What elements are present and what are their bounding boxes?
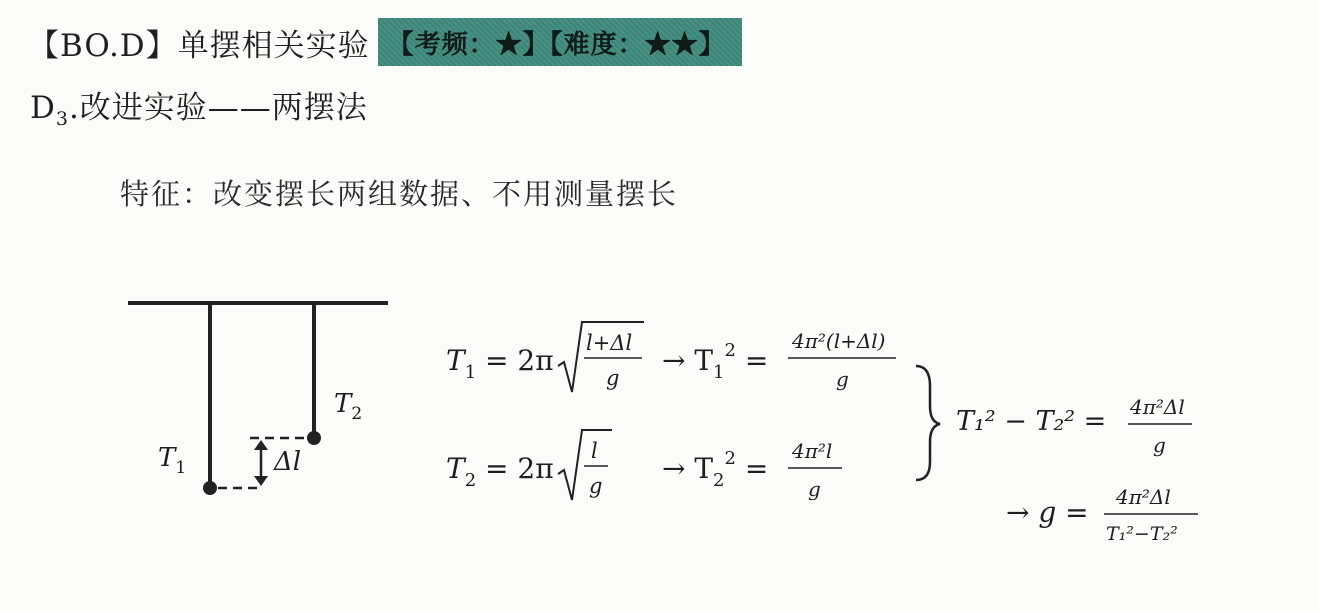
formula-2-sqrt-num: l [591, 439, 598, 463]
delta-l-label: Δl [274, 447, 302, 477]
badge-text: 【考频：★】【难度：★★】 [387, 29, 726, 60]
pendulum-1-bob [203, 481, 217, 495]
formula-2-rhs-den: g [808, 477, 821, 501]
pendulum-diagram [120, 290, 410, 520]
subtitle-prefix: D [30, 90, 56, 126]
pendulum-2-bob [307, 431, 321, 445]
g-formula-lhs: → g = [1006, 496, 1089, 529]
section-title: 【BO.D】单摆相关实验 [28, 27, 370, 64]
formula-1-sqrt-den: g [606, 366, 620, 390]
formula-1-sqrt-num: l+Δl [586, 331, 633, 355]
formula-2-sqrt-den: g [589, 474, 603, 498]
feature-description: 特征：改变摆长两组数据、不用测量摆长 [120, 177, 679, 211]
difference-num: 4π²Δl [1130, 395, 1185, 419]
formula-1-arrow: → $T_1^2$ = [662, 340, 769, 383]
formula-1-rhs-den: g [836, 367, 849, 391]
formula-2-rhs-num: 4π²l [792, 439, 833, 463]
formula-block [440, 300, 1240, 560]
frequency-difficulty-badge [378, 18, 742, 66]
formula-2-lhs: $T_2 = 2\pi$ [446, 452, 554, 491]
formula-1-rhs-num: 4π²(l+Δl) [792, 329, 886, 353]
sqrt-sign-2 [558, 430, 612, 500]
subtitle [30, 82, 368, 130]
g-formula-num: 4π²Δl [1116, 485, 1171, 509]
label-t1: $T_1$ [158, 443, 187, 478]
right-brace [916, 366, 940, 480]
g-formula-den: T₁²−T₂² [1106, 523, 1178, 545]
difference-lhs: T₁² − T₂² = [956, 406, 1107, 437]
subtitle-subscript: 3 [55, 108, 69, 131]
formula-2-arrow: → $T_2^2$ = [662, 448, 769, 491]
label-t2: $T_2$ [334, 389, 363, 424]
subtitle-rest: .改进实验——两摆法 [68, 90, 368, 126]
delta-arrow-head-down [254, 476, 268, 486]
formula-1-lhs: $T_1 = 2\pi$ [446, 344, 554, 383]
delta-arrow-head-up [254, 440, 268, 450]
header-row [28, 16, 742, 68]
difference-den: g [1153, 433, 1166, 457]
